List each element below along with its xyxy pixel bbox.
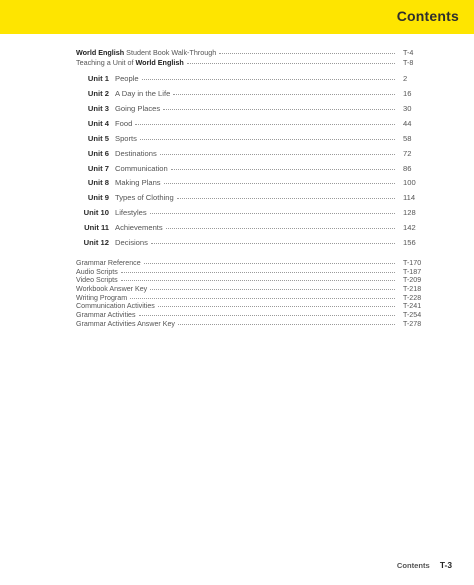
toc-entry-page: T-170 bbox=[403, 258, 422, 267]
toc-entry-page: T-8 bbox=[403, 57, 414, 67]
toc-entry-page: T-218 bbox=[403, 284, 422, 293]
leader-dots bbox=[150, 289, 395, 290]
unit-label: Unit 5 bbox=[87, 133, 109, 143]
leader-dots bbox=[121, 280, 395, 281]
spacer bbox=[76, 251, 418, 259]
table-of-contents bbox=[76, 48, 422, 328]
toc-entry-page: T-228 bbox=[403, 293, 422, 302]
unit-label: Unit 9 bbox=[87, 193, 109, 203]
footer-page-number: T-3 bbox=[439, 560, 452, 570]
page-footer bbox=[397, 560, 452, 570]
unit-page: 72 bbox=[403, 148, 412, 158]
toc-entry-title: Writing Program bbox=[76, 293, 128, 302]
toc-entry-title: Teaching a Unit of World English bbox=[76, 57, 184, 67]
toc-unit-12[interactable] bbox=[76, 236, 418, 251]
unit-page: 142 bbox=[403, 223, 416, 233]
unit-page: 114 bbox=[403, 193, 416, 203]
leader-dots bbox=[135, 124, 395, 125]
unit-title: Going Places bbox=[115, 103, 161, 113]
toc-entry-walkthrough[interactable] bbox=[76, 48, 418, 58]
toc-unit-11[interactable] bbox=[76, 221, 418, 236]
toc-entry-title: Grammar Activities Answer Key bbox=[76, 319, 175, 328]
toc-entry-title: Audio Scripts bbox=[76, 267, 118, 276]
unit-label: Unit 11 bbox=[84, 223, 109, 233]
unit-label: Unit 3 bbox=[87, 103, 109, 113]
leader-dots bbox=[160, 154, 395, 155]
leader-dots bbox=[130, 298, 395, 299]
toc-entry-title: Workbook Answer Key bbox=[76, 284, 148, 293]
unit-label: Unit 1 bbox=[87, 74, 109, 84]
unit-page: 100 bbox=[403, 178, 416, 188]
toc-entry-page: T-4 bbox=[403, 48, 414, 57]
toc-entry-audio-scripts[interactable] bbox=[76, 267, 422, 277]
leader-dots bbox=[177, 198, 395, 199]
toc-entry-writing-program[interactable] bbox=[76, 293, 422, 303]
leader-dots bbox=[144, 263, 395, 264]
page-title: Contents bbox=[396, 8, 459, 24]
leader-dots bbox=[173, 94, 395, 95]
unit-label: Unit 8 bbox=[87, 178, 109, 188]
unit-title: Sports bbox=[115, 133, 137, 143]
unit-label: Unit 4 bbox=[87, 118, 109, 128]
leader-dots bbox=[171, 169, 395, 170]
leader-dots bbox=[219, 53, 395, 54]
toc-entry-communication-activities[interactable] bbox=[76, 302, 422, 311]
unit-page: 30 bbox=[403, 103, 412, 113]
toc-unit-1[interactable] bbox=[76, 72, 418, 87]
leader-dots bbox=[151, 243, 395, 244]
leader-dots bbox=[158, 306, 395, 307]
toc-entry-page: T-187 bbox=[403, 267, 422, 276]
unit-page: 44 bbox=[403, 118, 412, 128]
leader-dots bbox=[140, 139, 395, 140]
unit-title: Types of Clothing bbox=[115, 193, 174, 203]
toc-unit-4[interactable] bbox=[76, 117, 418, 132]
unit-page: 2 bbox=[403, 74, 408, 84]
toc-entry-page: T-278 bbox=[403, 319, 422, 328]
toc-unit-3[interactable] bbox=[76, 102, 418, 117]
unit-title: Making Plans bbox=[115, 178, 161, 188]
toc-unit-9[interactable] bbox=[76, 191, 418, 206]
footer-label: Contents bbox=[396, 561, 430, 570]
toc-entry-grammar-reference[interactable] bbox=[76, 258, 422, 268]
toc-unit-7[interactable] bbox=[76, 162, 418, 177]
unit-title: A Day in the Life bbox=[115, 89, 171, 99]
toc-entry-page: T-209 bbox=[403, 276, 422, 285]
leader-dots bbox=[164, 183, 395, 184]
leader-dots bbox=[139, 315, 395, 316]
unit-title: Communication bbox=[115, 163, 168, 173]
toc-entry-title: Grammar Reference bbox=[76, 258, 141, 267]
leader-dots bbox=[187, 63, 395, 64]
unit-title: Achievements bbox=[115, 223, 163, 233]
toc-entry-workbook-answer-key[interactable] bbox=[76, 284, 422, 294]
unit-title: Lifestyles bbox=[115, 208, 147, 218]
toc-entry-title: Communication Activities bbox=[76, 302, 155, 311]
toc-entry-video-scripts[interactable] bbox=[76, 276, 422, 285]
unit-page: 128 bbox=[403, 208, 416, 218]
toc-entry-page: T-241 bbox=[403, 302, 422, 311]
unit-title: People bbox=[115, 74, 139, 84]
leader-dots bbox=[166, 228, 395, 229]
toc-entry-title: Grammar Activities bbox=[76, 311, 136, 319]
toc-entry-title: Video Scripts bbox=[76, 276, 118, 285]
unit-title: Food bbox=[115, 118, 133, 128]
unit-label: Unit 12 bbox=[83, 237, 109, 247]
leader-dots bbox=[142, 79, 395, 80]
leader-dots bbox=[150, 213, 395, 214]
toc-unit-2[interactable] bbox=[76, 87, 418, 102]
unit-title: Decisions bbox=[115, 237, 148, 247]
unit-label: Unit 10 bbox=[83, 208, 109, 218]
toc-entry-page: T-254 bbox=[403, 311, 422, 319]
unit-label: Unit 2 bbox=[87, 89, 109, 99]
leader-dots bbox=[121, 272, 395, 273]
header-banner bbox=[0, 0, 474, 34]
unit-page: 86 bbox=[403, 163, 412, 173]
toc-entry-grammar-activities[interactable] bbox=[76, 311, 422, 320]
unit-page: 156 bbox=[403, 237, 416, 247]
unit-label: Unit 7 bbox=[87, 163, 109, 173]
unit-page: 16 bbox=[403, 89, 412, 99]
toc-entry-grammar-activities-answer-key[interactable] bbox=[76, 319, 422, 329]
toc-unit-5[interactable] bbox=[76, 132, 418, 147]
toc-unit-6[interactable] bbox=[76, 147, 418, 162]
leader-dots bbox=[163, 109, 395, 110]
appendix-list bbox=[76, 258, 422, 329]
leader-dots bbox=[178, 324, 395, 325]
toc-entry-teaching-a-unit[interactable] bbox=[76, 58, 418, 68]
unit-label: Unit 6 bbox=[87, 148, 109, 158]
unit-page: 58 bbox=[403, 133, 412, 143]
toc-unit-10[interactable] bbox=[76, 206, 418, 221]
toc-entry-title: World English Student Book Walk-Through bbox=[76, 48, 217, 57]
unit-title: Destinations bbox=[115, 148, 157, 158]
toc-unit-8[interactable] bbox=[76, 176, 418, 191]
